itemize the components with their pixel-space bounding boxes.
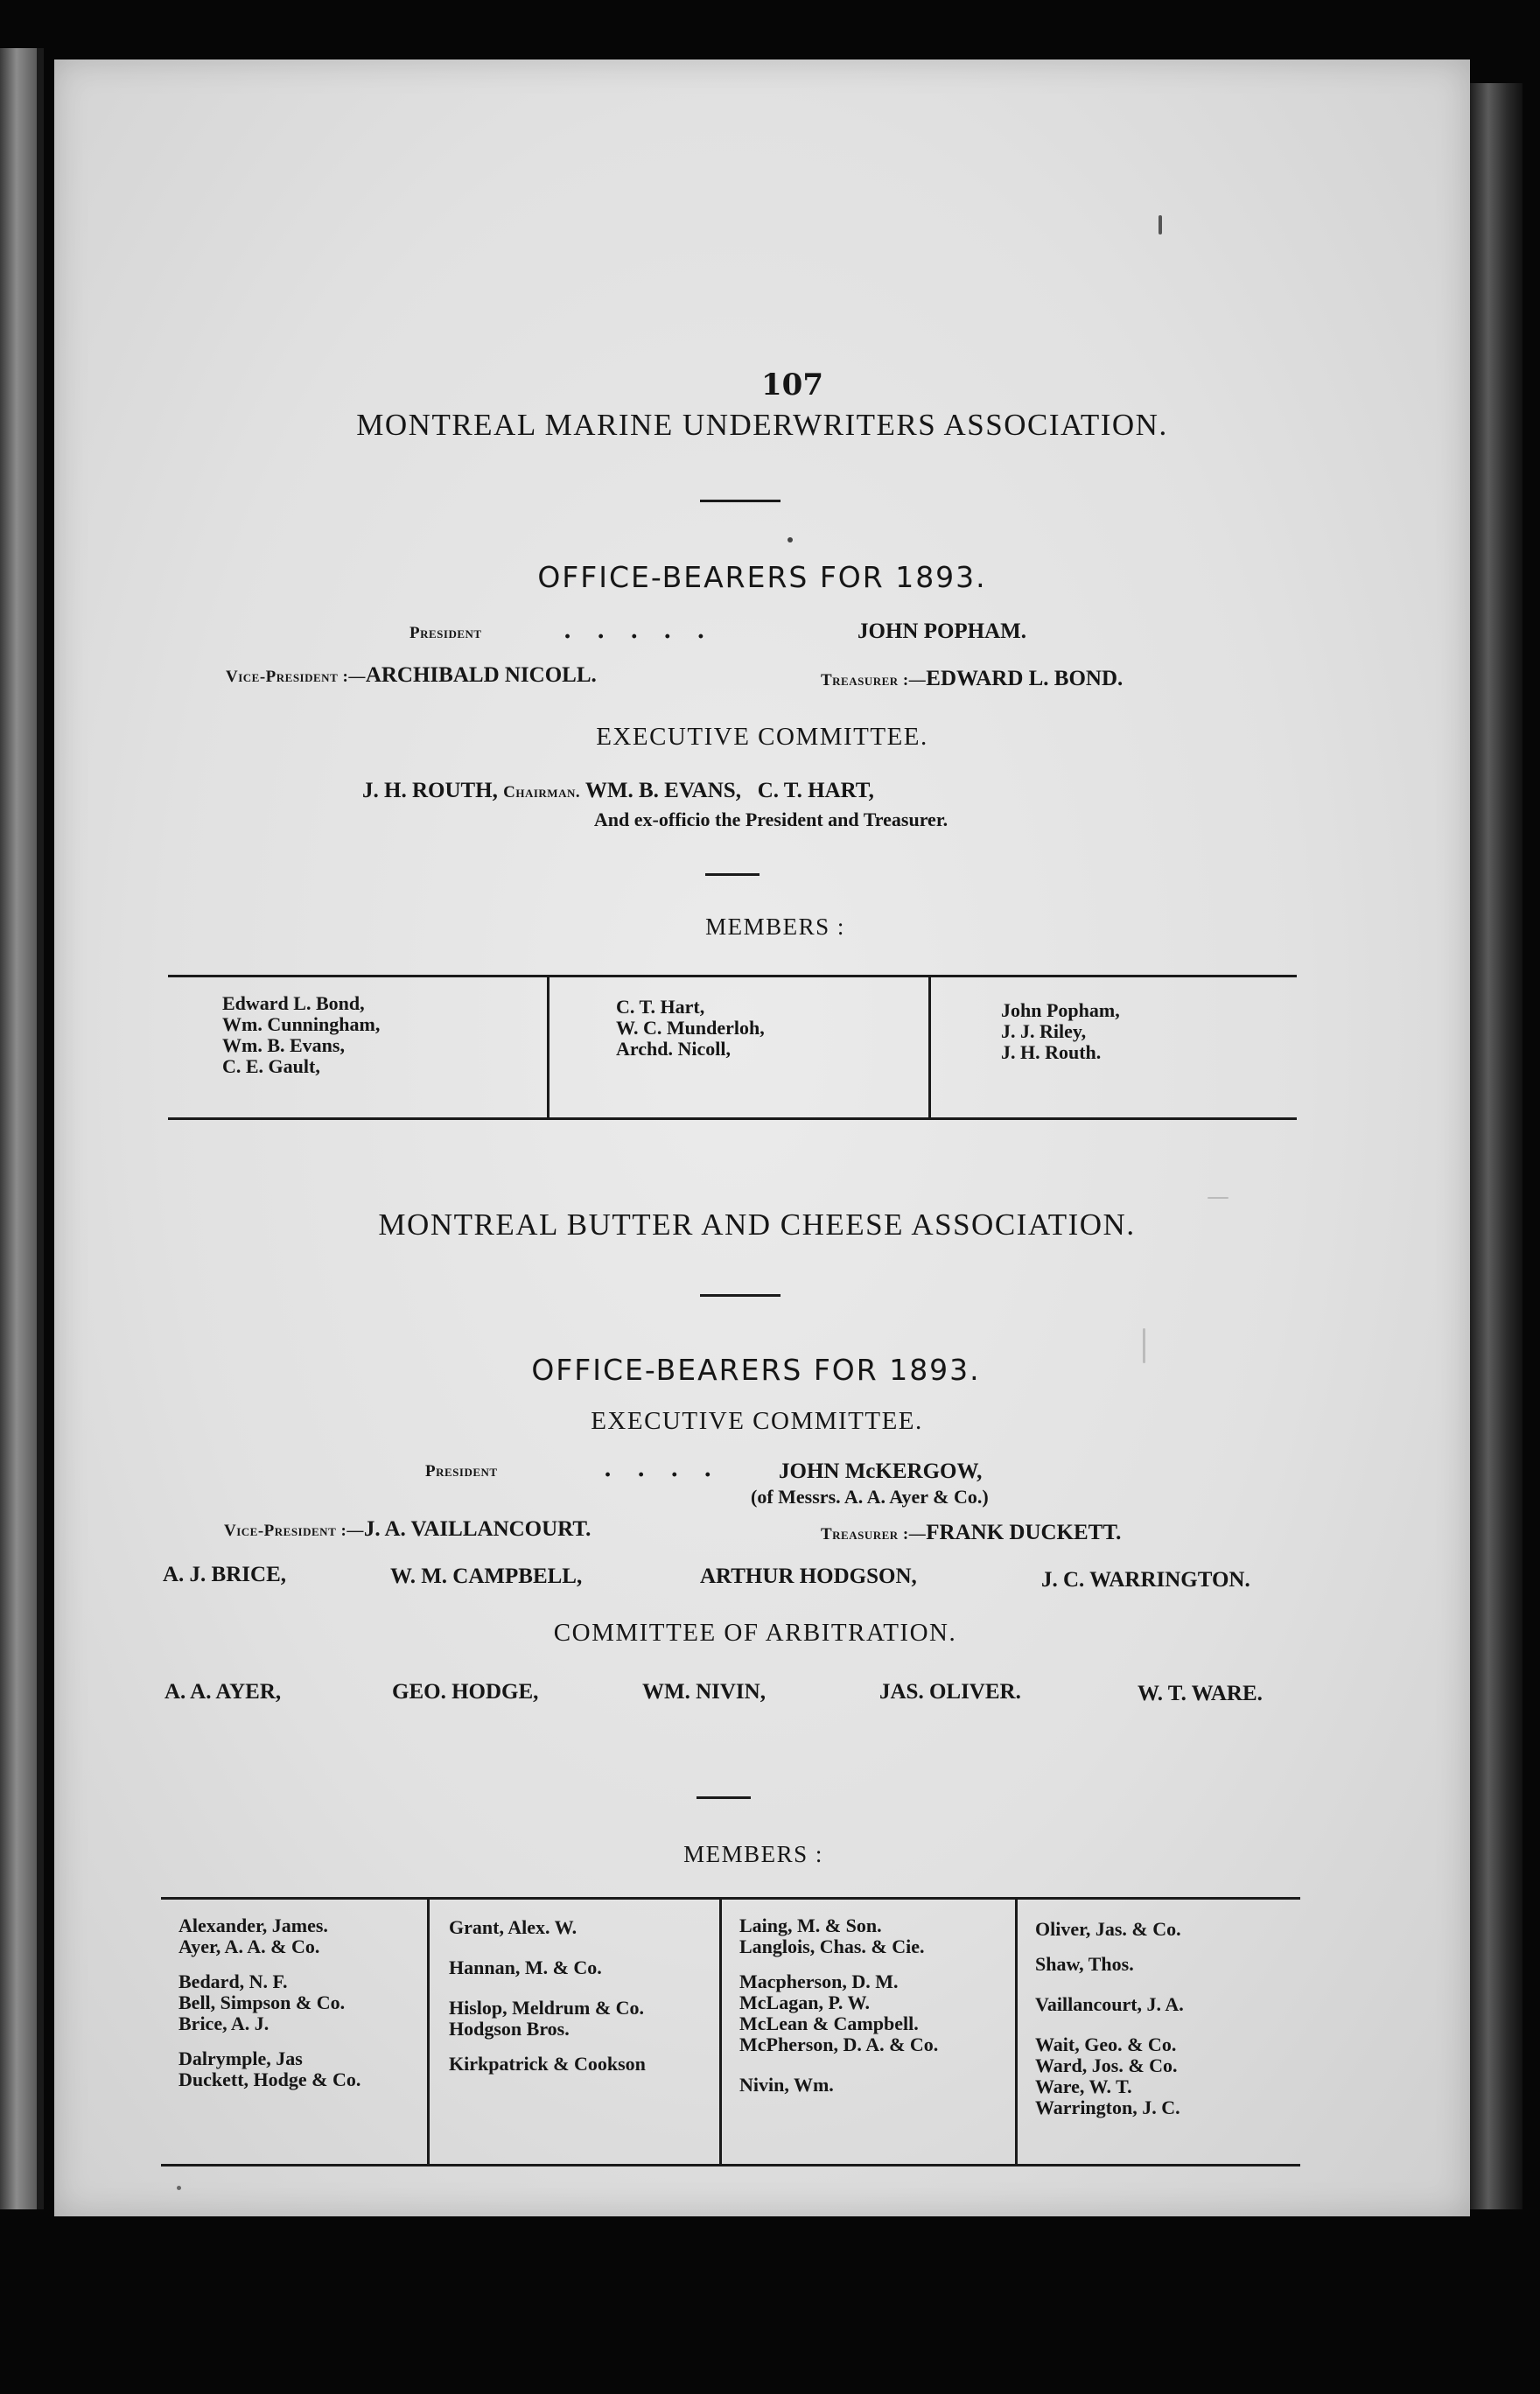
member-entry: Nivin, Wm.	[739, 2074, 834, 2096]
member-entry: Hannan, M. & Co.	[449, 1956, 602, 1978]
member-entry: Kirkpatrick & Cookson	[449, 2053, 646, 2075]
butter-arbitration-member: GEO. HODGE,	[392, 1680, 539, 1704]
member-entry: Macpherson, D. M.	[739, 1970, 899, 1992]
butter-treasurer-label: Treasurer :—	[821, 1525, 927, 1544]
butter-executive-member: ARTHUR HODGSON,	[700, 1564, 917, 1588]
member-entry: J. J. Riley,	[1001, 1020, 1087, 1042]
butter-executive-member: A. J. BRICE,	[163, 1563, 286, 1586]
marine-treasurer-label: Treasurer :—	[821, 671, 927, 690]
member-entry: McLagan, P. W.	[739, 1992, 870, 2013]
member-entry: Edward L. Bond,	[222, 992, 365, 1014]
member-entry: C. E. Gault,	[222, 1055, 320, 1077]
butter-members-column	[719, 1900, 1015, 2164]
marine-executive-chairman-name: J. H. ROUTH,	[362, 779, 498, 802]
marine-members-column	[168, 977, 547, 1117]
dot-leader: . . . . .	[564, 618, 714, 644]
member-entry: J. H. Routh.	[1001, 1041, 1102, 1063]
member-entry: Archd. Nicoll,	[616, 1038, 731, 1060]
butter-arbitration-member: W. T. WARE.	[1138, 1682, 1263, 1705]
section-divider	[696, 1796, 751, 1799]
member-entry: Langlois, Chas. & Cie.	[739, 1936, 925, 1957]
butter-treasurer-name: FRANK DUCKETT.	[926, 1521, 1122, 1544]
marine-president-label: President	[410, 624, 482, 642]
member-entry: Duckett, Hodge & Co.	[178, 2068, 361, 2090]
marine-executive-chairman-label: Chairman.	[503, 783, 581, 802]
member-entry: C. T. Hart,	[616, 996, 705, 1018]
butter-members-column	[1015, 1900, 1300, 2164]
scan-speck	[177, 2186, 181, 2190]
marine-members-heading: MEMBERS :	[705, 914, 845, 940]
butter-president-label: President	[425, 1462, 498, 1480]
member-entry: Hodgson Bros.	[449, 2018, 570, 2040]
member-entry: McPherson, D. A. & Co.	[739, 2034, 939, 2055]
butter-president-note: (of Messrs. A. A. Ayer & Co.)	[751, 1486, 989, 1508]
butter-vice-president-label: Vice-President :—	[224, 1522, 364, 1540]
page-number: 107	[761, 368, 823, 402]
member-entry: John Popham,	[1001, 999, 1120, 1021]
marine-vice-president-row	[226, 663, 597, 688]
member-entry: Shaw, Thos.	[1035, 1953, 1134, 1975]
butter-arbitration-member: WM. NIVIN,	[642, 1680, 766, 1704]
marine-office-bearers-heading: OFFICE-BEARERS FOR 1893.	[537, 560, 987, 594]
butter-members-column	[427, 1900, 719, 2164]
member-entry: Vaillancourt, J. A.	[1035, 1993, 1184, 2015]
marine-members-table	[168, 975, 1297, 1120]
member-entry: Wm. B. Evans,	[222, 1034, 345, 1056]
butter-office-bearers-heading: OFFICE-BEARERS FOR 1893.	[531, 1353, 981, 1387]
butter-treasurer-row	[821, 1521, 1121, 1545]
butter-executive-heading: EXECUTIVE COMMITTEE.	[591, 1407, 923, 1435]
butter-executive-member: W. M. CAMPBELL,	[390, 1564, 583, 1588]
dot-leader: . . . .	[604, 1456, 721, 1482]
member-entry: W. C. Munderloh,	[616, 1017, 765, 1039]
section-divider	[700, 1294, 780, 1297]
member-entry: Wm. Cunningham,	[222, 1013, 381, 1035]
scan-speck	[788, 537, 793, 542]
butter-vice-president-name: J. A. VAILLANCOURT.	[363, 1517, 592, 1541]
member-entry: Ware, W. T.	[1035, 2076, 1132, 2097]
marine-association-title: MONTREAL MARINE UNDERWRITERS ASSOCIATION.	[356, 408, 1168, 442]
member-entry: Laing, M. & Son.	[739, 1914, 882, 1936]
marine-vice-president-label: Vice-President :—	[226, 668, 366, 686]
member-entry: Hislop, Meldrum & Co.	[449, 1997, 645, 2019]
butter-president-row	[425, 1458, 498, 1482]
scan-speck	[1158, 215, 1162, 234]
member-entry: Oliver, Jas. & Co.	[1035, 1918, 1181, 1940]
marine-members-column	[547, 977, 928, 1117]
left-page-edge	[0, 48, 44, 2209]
member-entry: Ayer, A. A. & Co.	[178, 1936, 320, 1957]
member-entry: Dalrymple, Jas	[178, 2048, 303, 2069]
marine-treasurer-name: EDWARD L. BOND.	[926, 667, 1124, 690]
butter-vice-president-row	[224, 1517, 591, 1542]
butter-association-title: MONTREAL BUTTER AND CHEESE ASSOCIATION.	[378, 1208, 1136, 1242]
member-entry: Grant, Alex. W.	[449, 1916, 578, 1938]
marine-vice-president-name: ARCHIBALD NICOLL.	[365, 663, 597, 687]
butter-arbitration-member: JAS. OLIVER.	[879, 1680, 1021, 1704]
butter-president-name: JOHN McKERGOW,	[779, 1460, 983, 1483]
butter-executive-member: J. C. WARRINGTON.	[1041, 1568, 1250, 1592]
butter-members-column	[161, 1900, 427, 2164]
member-entry: Brice, A. J.	[178, 2012, 270, 2034]
member-entry: Bell, Simpson & Co.	[178, 1992, 346, 2013]
marine-president-name: JOHN POPHAM.	[858, 620, 1027, 643]
butter-arbitration-member: A. A. AYER,	[164, 1680, 282, 1704]
marine-members-column	[928, 977, 1297, 1117]
section-divider	[705, 873, 760, 876]
book-binding-edge	[1470, 83, 1522, 2209]
marine-executive-others: WM. B. EVANS, C. T. HART,	[584, 779, 874, 802]
marine-president-row	[410, 620, 482, 644]
marine-executive-heading: EXECUTIVE COMMITTEE.	[596, 723, 928, 751]
book-page	[54, 60, 1470, 2216]
marine-executive-note: And ex-officio the President and Treasurer.	[593, 808, 948, 830]
marine-treasurer-row	[821, 667, 1123, 691]
butter-members-table	[161, 1897, 1300, 2166]
member-entry: Wait, Geo. & Co.	[1035, 2034, 1177, 2055]
butter-members-heading: MEMBERS :	[683, 1841, 823, 1867]
member-entry: Alexander, James.	[178, 1914, 328, 1936]
section-divider	[700, 500, 780, 502]
member-entry: Ward, Jos. & Co.	[1035, 2054, 1178, 2076]
member-entry: Warrington, J. C.	[1035, 2096, 1180, 2118]
butter-arbitration-heading: COMMITTEE OF ARBITRATION.	[553, 1619, 957, 1647]
member-entry: Bedard, N. F.	[178, 1970, 288, 1992]
member-entry: McLean & Campbell.	[739, 2012, 919, 2034]
scan-speck	[1208, 1197, 1228, 1199]
marine-executive-row	[362, 779, 874, 803]
